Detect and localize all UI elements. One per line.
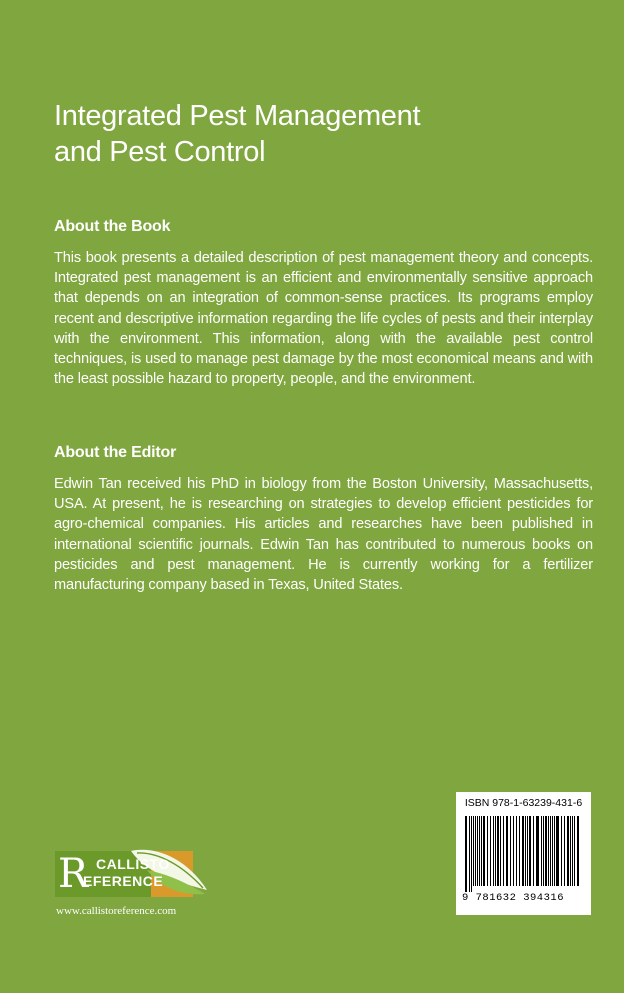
barcode-bar	[473, 816, 474, 886]
barcode-bar	[487, 816, 488, 886]
barcode-bar	[510, 816, 511, 886]
barcode-bar	[570, 816, 571, 886]
barcode-bar	[475, 816, 476, 886]
barcode-bar	[550, 816, 551, 886]
book-title-line2: and Pest Control	[54, 136, 266, 168]
logo-bottom-text: EFERENCE	[83, 873, 164, 889]
barcode-bar	[574, 816, 575, 886]
barcode-bar	[548, 816, 549, 886]
barcode-bar	[469, 816, 470, 892]
barcode-bar	[561, 816, 562, 886]
barcode-bar	[572, 816, 573, 886]
barcode-bar	[536, 816, 539, 886]
barcode-bar	[529, 816, 531, 886]
barcode-bar	[477, 816, 478, 886]
barcode-bar	[465, 816, 467, 892]
barcode-bar	[506, 816, 508, 886]
barcode-bar	[527, 816, 528, 886]
barcode-bar	[541, 816, 542, 886]
barcode-bar	[543, 816, 544, 886]
barcode-bar	[522, 816, 524, 886]
barcode-bars	[465, 816, 583, 892]
barcode-bar	[567, 816, 569, 886]
barcode-bar	[516, 816, 517, 886]
isbn-barcode	[456, 792, 591, 915]
barcode-bar	[577, 816, 579, 886]
barcode-bar	[564, 816, 565, 886]
barcode-bar	[525, 816, 526, 886]
barcode-bar	[471, 816, 472, 892]
about-editor-heading: About the Editor	[54, 444, 177, 461]
barcode-bar	[479, 816, 480, 886]
book-title-line1: Integrated Pest Management	[54, 100, 421, 132]
barcode-bar	[481, 816, 482, 886]
barcode-bar	[545, 816, 547, 886]
about-editor-text: Edwin Tan received his PhD in biology from the Boston University, Massachusetts, USA. At present, he is researching on strategies to develop efficient pesticides for agro-chemical companies. His articles and researches have been published in international scientific journals. Edwin Tan has contributed to numerous books on pesticides and pest management. He is currently working for a fertilizer manufacturing company based in Texas, United States.	[54, 476, 593, 594]
barcode-bar	[554, 816, 555, 886]
barcode-bar	[500, 816, 501, 886]
logo-letter: R	[58, 851, 89, 897]
barcode-bar	[497, 816, 499, 886]
book-title	[54, 98, 574, 170]
logo-top-text: CALLISTO	[96, 856, 170, 872]
about-book-heading: About the Book	[54, 218, 171, 235]
barcode-digits: 9 781632 394316	[462, 892, 565, 904]
barcode-bar	[513, 816, 514, 886]
isbn-label: ISBN 978-1-63239-431-6	[464, 797, 583, 809]
barcode-bar	[552, 816, 553, 886]
barcode-bar	[519, 816, 520, 886]
publisher-logo	[55, 848, 215, 908]
barcode-bar	[495, 816, 496, 886]
barcode-bar	[490, 816, 491, 886]
barcode-bar	[533, 816, 534, 886]
barcode-bar	[503, 816, 504, 886]
publisher-website: www.callistoreference.com	[56, 905, 177, 917]
barcode-bar	[483, 816, 485, 886]
about-book-text: This book presents a detailed description of pest management theory and concepts. Integrated pest management is an efficient and environmentally sensitive approach that depends on an integration of common-sense practices. Its programs employ recent and descriptive information regarding the life cycles of pests and their interplay with the environment. This information, along with the available pest control techniques, is used to manage pest damage by the most economical means and with the least possible hazard to property, people, and the environment.	[54, 250, 593, 388]
barcode-bar	[556, 816, 559, 886]
barcode-bar	[493, 816, 494, 886]
